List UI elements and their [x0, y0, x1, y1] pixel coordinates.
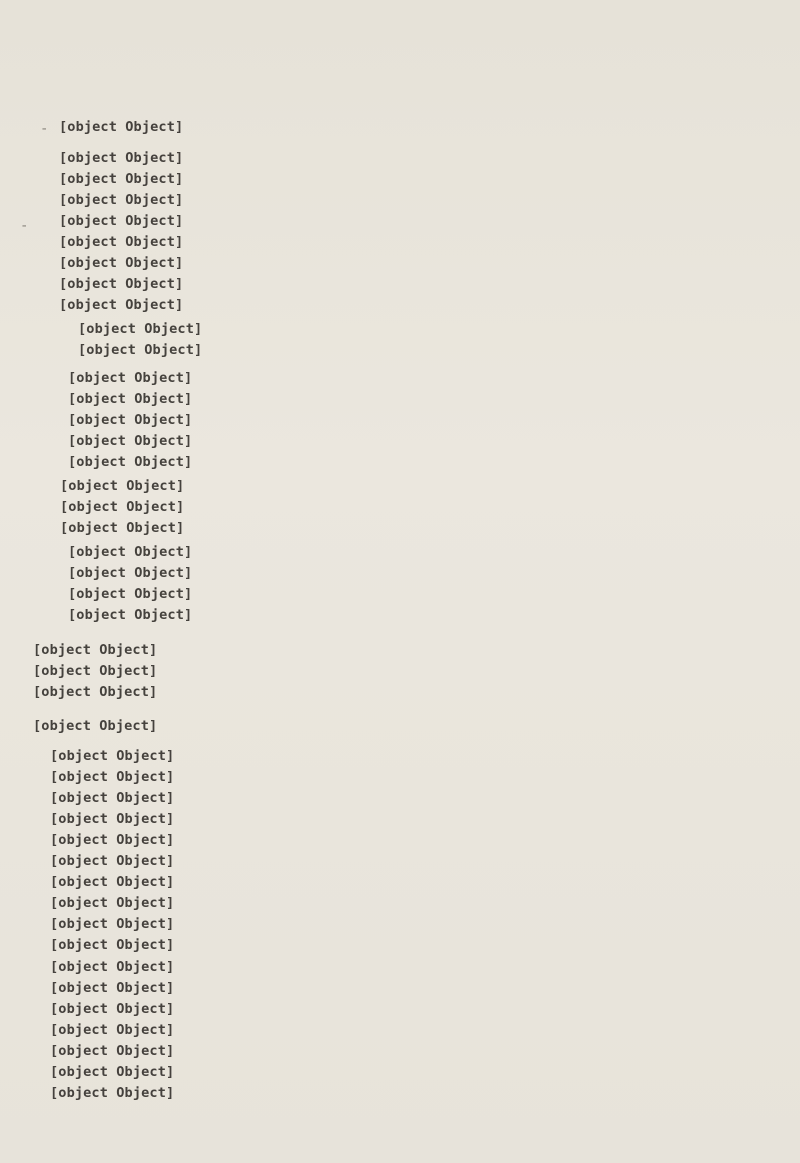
text-line: [object Object] [59, 276, 184, 292]
text-line: [object Object] [68, 370, 193, 386]
margin-mark: - [20, 218, 29, 234]
text-line: [object Object] [60, 520, 185, 536]
text-line: [object Object] [33, 663, 158, 679]
text-line: [object Object] [50, 748, 175, 764]
text-line: [object Object] [68, 391, 193, 407]
text-line: [object Object] [68, 607, 193, 623]
text-line: [object Object] [50, 1001, 175, 1017]
text-line: [object Object] [50, 853, 175, 869]
text-line: [object Object] [78, 342, 203, 358]
text-line: [object Object] [50, 1022, 175, 1038]
margin-mark: - [40, 121, 49, 137]
text-line: [object Object] [50, 874, 175, 890]
text-line: [object Object] [59, 234, 184, 250]
text-line: [object Object] [59, 297, 184, 313]
text-line: [object Object] [50, 1064, 175, 1080]
text-line: [object Object] [59, 119, 184, 135]
text-line: [object Object] [33, 718, 158, 734]
text-line: [object Object] [33, 684, 158, 700]
text-line: [object Object] [68, 412, 193, 428]
text-line: [object Object] [50, 790, 175, 806]
text-line: [object Object] [50, 769, 175, 785]
text-line: [object Object] [50, 811, 175, 827]
text-line: [object Object] [59, 192, 184, 208]
text-line: [object Object] [33, 642, 158, 658]
text-line: [object Object] [68, 544, 193, 560]
text-line: [object Object] [78, 321, 203, 337]
text-line: [object Object] [50, 832, 175, 848]
text-line: [object Object] [60, 478, 185, 494]
text-line: [object Object] [50, 980, 175, 996]
text-line: [object Object] [50, 937, 175, 953]
text-line: [object Object] [68, 454, 193, 470]
text-line: [object Object] [50, 1043, 175, 1059]
text-line: [object Object] [59, 255, 184, 271]
text-line: [object Object] [68, 433, 193, 449]
text-line: [object Object] [50, 1085, 175, 1101]
text-line: [object Object] [59, 150, 184, 166]
text-line: [object Object] [50, 916, 175, 932]
text-line: [object Object] [59, 171, 184, 187]
text-line: [object Object] [50, 959, 175, 975]
text-line: [object Object] [68, 586, 193, 602]
text-line: [object Object] [68, 565, 193, 581]
text-line: [object Object] [59, 213, 184, 229]
text-line: [object Object] [50, 895, 175, 911]
text-line: [object Object] [60, 499, 185, 515]
